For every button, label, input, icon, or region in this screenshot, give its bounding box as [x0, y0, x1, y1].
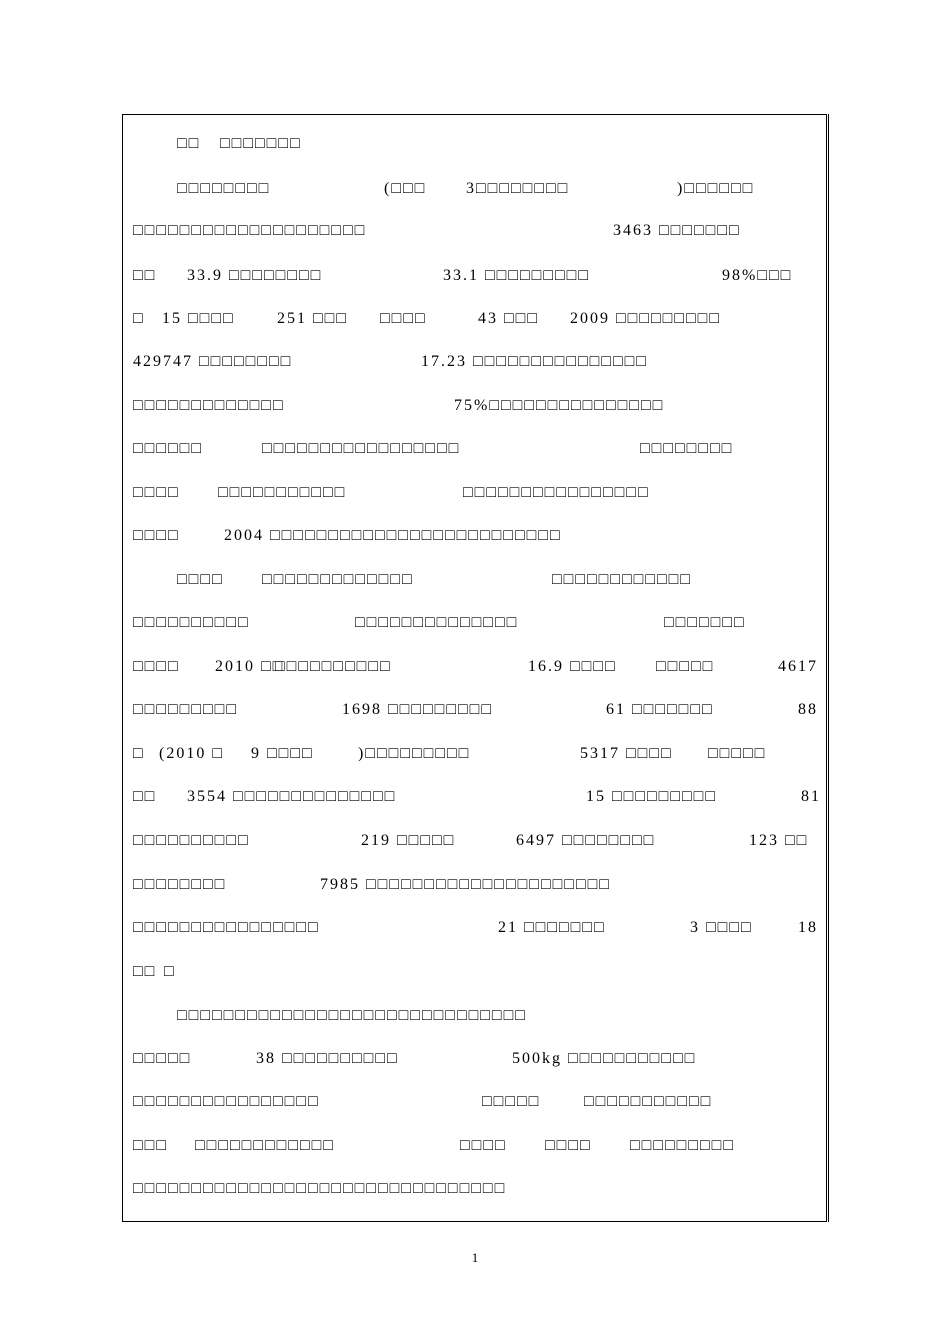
text-segment: 18: [798, 919, 818, 936]
text-segment: 219 □□□□□: [361, 832, 456, 849]
text-segment: 1698 □□□□□□□□□: [342, 701, 493, 718]
text-segment: □□□□□□□: [664, 614, 746, 631]
text-segment: □□□□□□□□: [640, 440, 734, 457]
text-line: [0, 916, 950, 940]
text-segment: 123 □□: [749, 832, 809, 849]
text-segment: □□□□: [133, 658, 180, 675]
text-line: [0, 1134, 950, 1158]
text-line: [0, 873, 950, 897]
text-segment: 6497 □□□□□□□□: [516, 832, 656, 849]
text-segment: □□□□□□□□□□□: [584, 1093, 713, 1110]
text-segment: □: [133, 310, 145, 327]
text-segment: 7985 □□□□□□□□□□□□□□□□□□□□□: [320, 876, 611, 893]
text-segment: □□□□□□□□□: [630, 1137, 735, 1154]
text-line: [0, 1047, 950, 1071]
text-segment: 16.9 □□□□: [528, 658, 617, 675]
text-segment: □□□□□: [482, 1093, 541, 1110]
text-segment: □□□: [133, 1137, 168, 1154]
text-segment: □: [133, 745, 145, 762]
text-segment: □□□□□: [133, 1050, 192, 1067]
text-line: [0, 264, 950, 288]
text-segment: 500kg □□□□□□□□□□□: [512, 1050, 697, 1067]
text-segment: 15 □□□□: [162, 310, 235, 327]
text-segment: □□□□□□□□□□□□□□□□□: [262, 440, 461, 457]
text-segment: 15 □□□□□□□□□: [586, 788, 717, 805]
text-segment: □□□□: [133, 527, 180, 544]
text-segment: □□□□□□□□□□□: [218, 484, 347, 501]
text-line: [0, 742, 950, 766]
text-segment: 3554 □□□□□□□□□□□□□□: [187, 788, 397, 805]
text-segment: 98%□□□: [722, 267, 793, 284]
text-segment: 88: [798, 701, 818, 718]
text-line: [0, 481, 950, 505]
text-line: [0, 655, 950, 679]
text-segment: )□□□□□□□□□: [358, 745, 471, 762]
text-segment: 3□□□□□□□□: [466, 180, 570, 197]
text-line: [0, 219, 950, 243]
text-segment: □□□□□□□□: [177, 180, 271, 197]
text-segment: □□: [133, 963, 157, 980]
text-segment: □□□□□□: [133, 440, 203, 457]
text-segment: □□□□□□□□□□□□□□□□□□□□□□□□□□□□□□: [177, 1007, 527, 1024]
text-segment: □□□□□□□□□: [133, 701, 238, 718]
text-segment: □□□□□□□□□□□□: [195, 1137, 335, 1154]
text-line: [0, 698, 950, 722]
text-segment: □□□□□: [656, 658, 715, 675]
text-line: [0, 1090, 950, 1114]
text-segment: □□□□□□□□□□□□□□□□: [133, 1093, 320, 1110]
text-segment: 5317 □□□□: [580, 745, 673, 762]
text-segment: □□□□: [545, 1137, 592, 1154]
text-segment: 38 □□□□□□□□□□: [256, 1050, 399, 1067]
text-segment: □□□□□□□□□□□□□□□□: [463, 484, 650, 501]
text-segment: 9 □□□□: [251, 745, 314, 762]
text-segment: □□□□□□□□□□: [133, 832, 250, 849]
text-segment: □□□□: [460, 1137, 507, 1154]
text-segment: □□□□□: [708, 745, 767, 762]
text-segment: □□□□□□□□□□□□□: [133, 397, 285, 414]
text-line: [0, 829, 950, 853]
text-segment: □□□□□□□□□□□□□: [262, 571, 414, 588]
text-line: [0, 350, 950, 374]
text-segment: □□□□□□□□□□□□□□□□□□□□□□□□□□□□□□□□: [133, 1180, 507, 1197]
text-line: [0, 307, 950, 331]
text-segment: 17.23 □□□□□□□□□□□□□□□: [421, 353, 648, 370]
text-segment: (□□□: [384, 180, 427, 197]
text-segment: □□□□□□□: [220, 135, 302, 152]
text-segment: 429747 □□□□□□□□: [133, 353, 293, 370]
text-segment: □□□□□□□□□□□□: [552, 571, 692, 588]
text-segment: □□: [133, 788, 157, 805]
text-line: [0, 785, 950, 809]
text-line: [0, 611, 950, 635]
text-segment: 2004 □□□□□□□□□□□□□□□□□□□□□□□□□: [224, 527, 562, 544]
text-segment: □: [164, 963, 176, 980]
text-segment: 3 □□□□: [690, 919, 753, 936]
text-segment: □□□□□□□□□□□□□□□□□□□□: [133, 222, 367, 239]
text-segment: □□□□□□□□□□□□□□: [355, 614, 519, 631]
text-segment: 3463 □□□□□□□: [613, 222, 741, 239]
text-line: [0, 132, 950, 156]
text-segment: □□□□: [177, 571, 224, 588]
text-line: [0, 1177, 950, 1201]
text-segment: 21 □□□□□□□: [498, 919, 606, 936]
text-segment: )□□□□□□: [677, 180, 755, 197]
text-segment: 2010 □□: [215, 658, 285, 675]
text-segment: □□□□: [380, 310, 427, 327]
text-segment: □□: [133, 267, 157, 284]
text-segment: □□□□□□□□□□: [275, 658, 392, 675]
text-segment: 33.9 □□□□□□□□: [187, 267, 323, 284]
text-line: [0, 568, 950, 592]
text-segment: □□□□□□□□: [133, 876, 227, 893]
text-segment: 75%□□□□□□□□□□□□□□□: [454, 397, 665, 414]
text-segment: (2010 □: [159, 745, 224, 762]
text-line: [0, 1004, 950, 1028]
text-segment: 4617: [778, 658, 818, 675]
text-segment: 43 □□□: [478, 310, 539, 327]
text-line: [0, 177, 950, 201]
text-line: [0, 960, 950, 984]
text-segment: 251 □□□: [277, 310, 348, 327]
text-segment: □□: [177, 135, 201, 152]
text-segment: 81: [801, 788, 821, 805]
text-segment: □□□□□□□□□□□□□□□□: [133, 919, 320, 936]
text-line: [0, 524, 950, 548]
text-segment: 2009 □□□□□□□□□: [570, 310, 721, 327]
text-line: [0, 437, 950, 461]
text-line: [0, 394, 950, 418]
text-segment: □□□□: [133, 484, 180, 501]
text-segment: 61 □□□□□□□: [606, 701, 714, 718]
page-number: 1: [471, 1250, 479, 1265]
text-segment: □□□□□□□□□□: [133, 614, 250, 631]
text-segment: 33.1 □□□□□□□□□: [443, 267, 590, 284]
